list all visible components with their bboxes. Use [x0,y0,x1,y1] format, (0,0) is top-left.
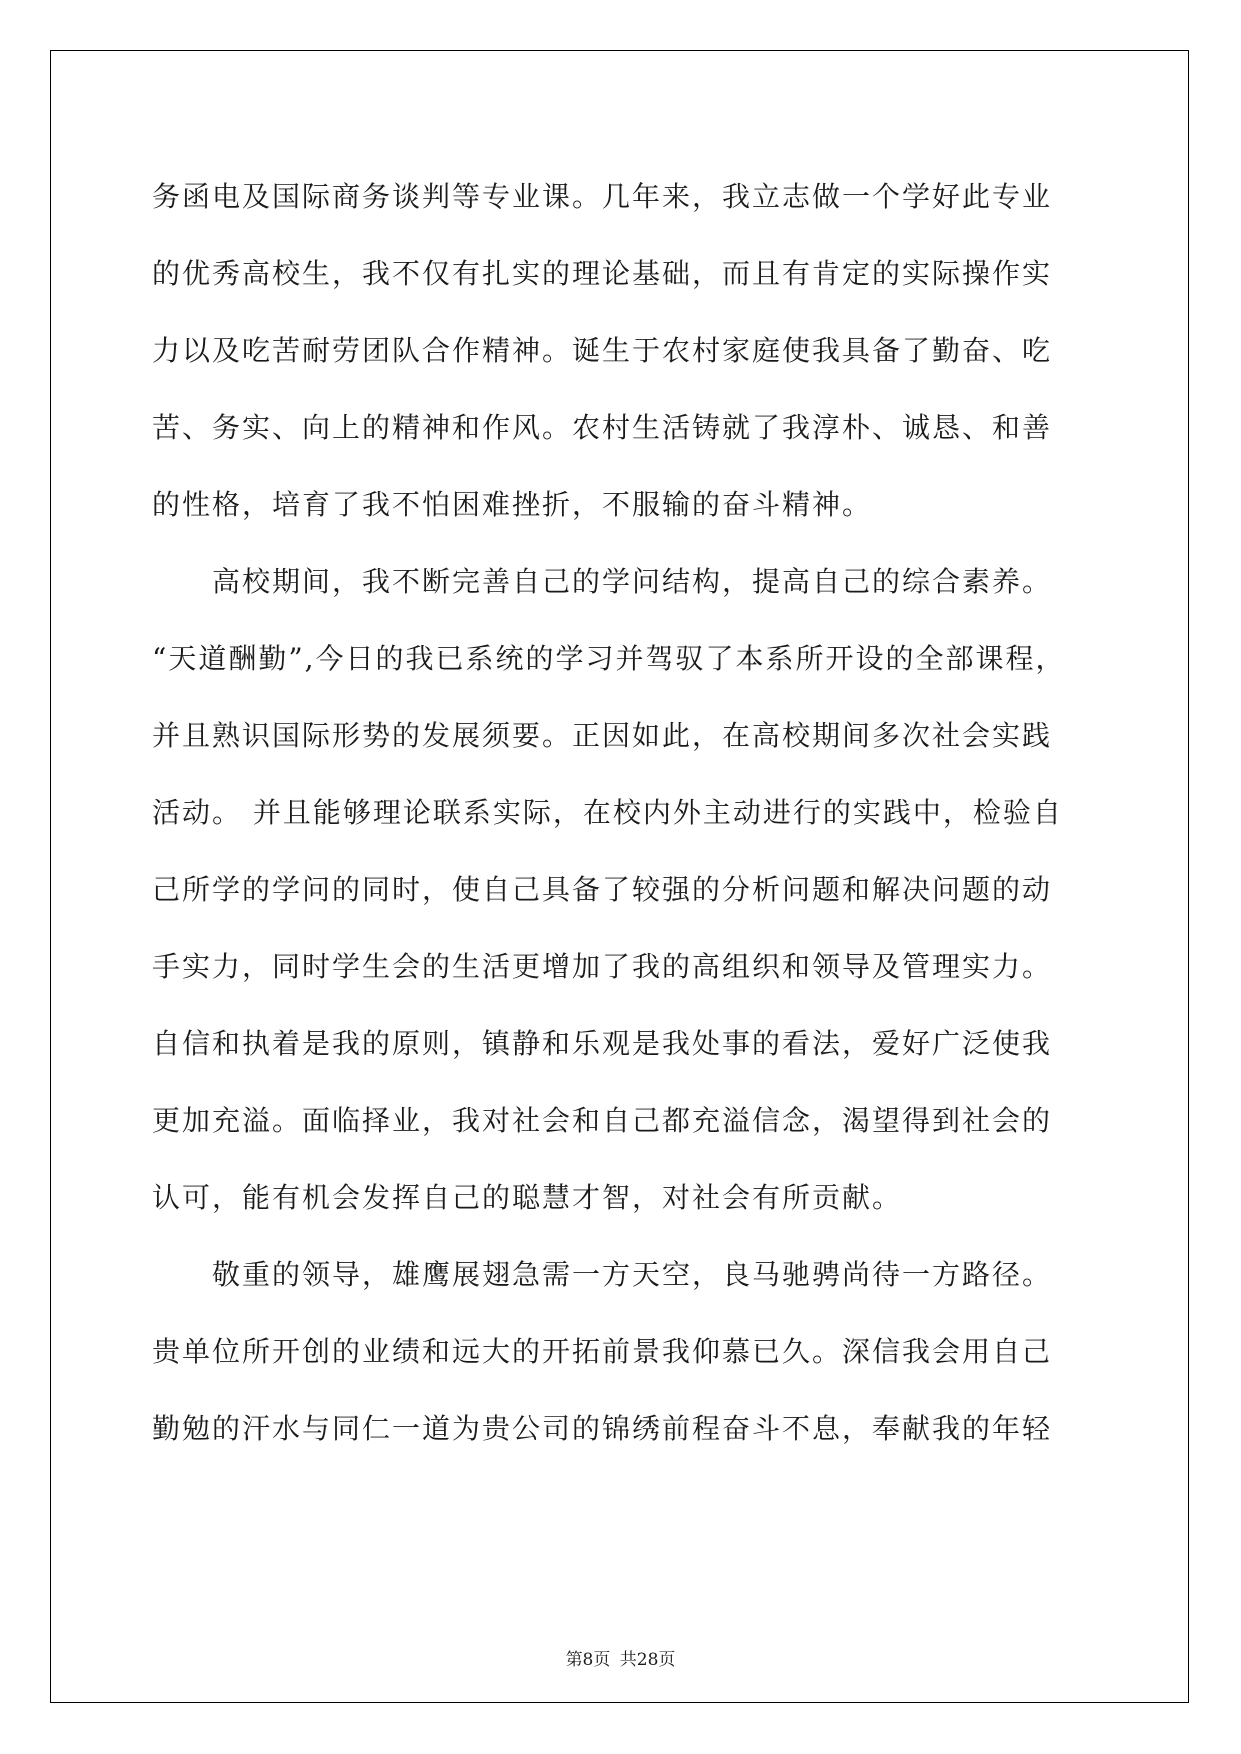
text-line: 手实力，同时学生会的生活更增加了我的高组织和领导及管理实力。 [152,950,1053,983]
text-line: 苦、务实、向上的精神和作风。农村生活铸就了我淳朴、诚恳、和善 [152,411,1053,444]
text-line: 自信和执着是我的原则，镇静和乐观是我处事的看法，爱好广泛使我 [152,1027,1053,1060]
total-pages: 共28页 [619,1650,676,1670]
text-line: 力以及吃苦耐劳团队合作精神。诞生于农村家庭使我具备了勤奋、吃 [152,334,1053,367]
page-number: 第8页 [565,1650,611,1670]
text-line: 的优秀高校生，我不仅有扎实的理论基础，而且有肯定的实际操作实 [152,257,1053,290]
text-line: 活动。 并且能够理论联系实际，在校内外主动进行的实践中，检验自 [152,796,1063,829]
text-line: 的性格，培育了我不怕困难挫折，不服输的奋斗精神。 [152,488,873,521]
text-line: 更加充溢。面临择业，我对社会和自己都充溢信念，渴望得到社会的 [152,1104,1053,1137]
text-line: “天道酬勤”,今日的我已系统的学习并驾驭了本系所开设的全部课程， [152,642,1066,675]
text-line: 高校期间，我不断完善自己的学问结构，提高自己的综合素养。 [152,565,1053,598]
text-line: 贵单位所开创的业绩和远大的开拓前景我仰慕已久。深信我会用自己 [152,1335,1053,1368]
text-line: 勤勉的汗水与同仁一道为贵公司的锦绣前程奋斗不息，奉献我的年轻 [152,1412,1053,1445]
document-body [152,158,1092,1467]
text-line: 己所学的学问的同时，使自己具备了较强的分析问题和解决问题的动 [152,873,1053,906]
page-footer [0,1645,1241,1670]
text-line: 敬重的领导，雄鹰展翅急需一方天空，良马驰骋尚待一方路径。 [152,1258,1053,1291]
text-line: 务函电及国际商务谈判等专业课。几年来，我立志做一个学好此专业 [152,180,1053,213]
text-line: 并且熟识国际形势的发展须要。正因如此，在高校期间多次社会实践 [152,719,1053,752]
text-line: 认可，能有机会发挥自己的聪慧才智，对社会有所贡献。 [152,1181,903,1214]
